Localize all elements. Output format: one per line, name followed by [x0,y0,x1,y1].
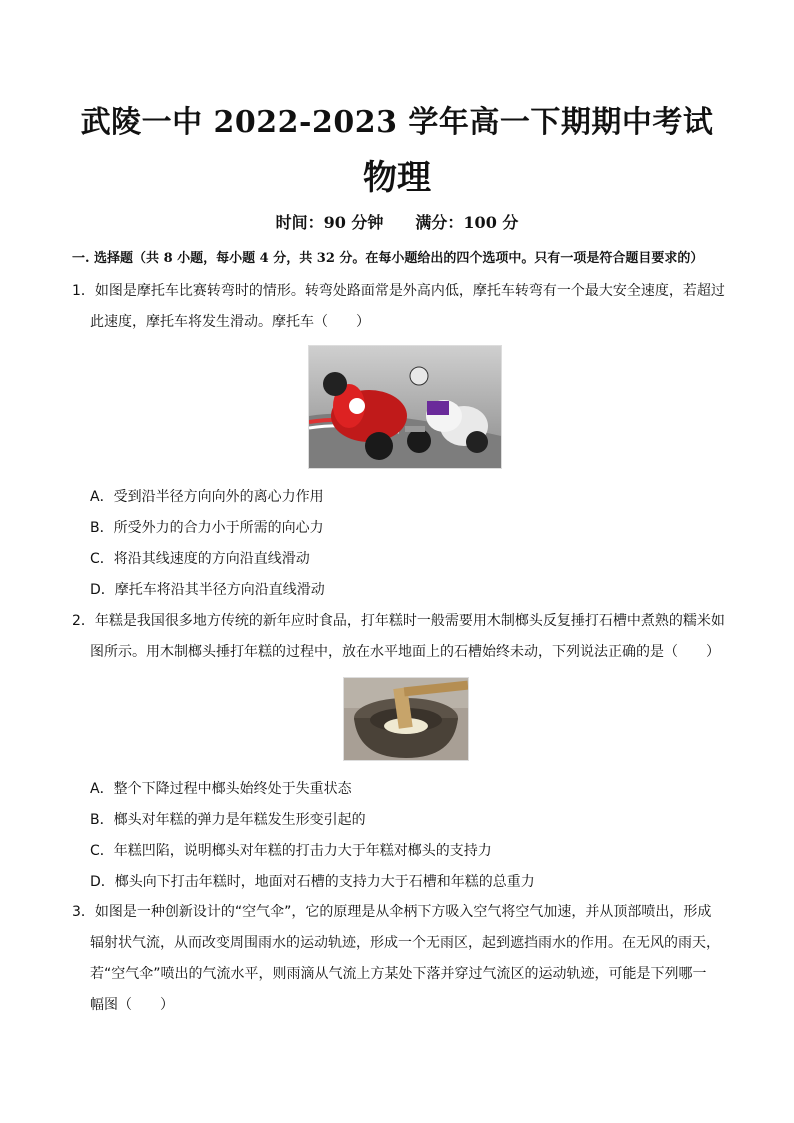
section-heading: 一. 选择题（共 8 小题，每小题 4 分，共 32 分。在每小题给出的四个选项中。只有一项是符合题目要求的） [72,251,704,266]
question-1-option-c: C．将沿其线速度的方向沿直线滑动 [90,551,310,567]
question-2-line-2: 图所示。用木制榔头捶打年糕的过程中，放在水平地面上的石槽始终未动，下列说法正确的是（ ） [90,644,720,660]
question-2-option-a: A．整个下降过程中榔头始终处于失重状态 [90,781,352,797]
question-2-option-d: D．榔头向下打击年糕时，地面对石槽的支持力大于石槽和年糕的总重力 [90,874,535,890]
question-1-option-a: A．受到沿半径方向向外的离心力作用 [90,489,324,505]
question-3-line-2: 辐射状气流，从而改变周围雨水的运动轨迹，形成一个无雨区，起到遮挡雨水的作用。在无风的雨天， [90,935,720,951]
question-2-line-1: 2．年糕是我国很多地方传统的新年应时食品，打年糕时一般需要用木制榔头反复捶打石槽中煮熟的糯米如 [72,613,725,629]
question-2-option-b: B．榔头对年糕的弹力是年糕发生形变引起的 [90,812,366,828]
question-3-stem [72,897,732,1021]
question-1-line-2: 此速度，摩托车将发生滑动。摩托车（ ） [90,314,370,330]
question-3-line-4: 幅图（ ） [90,997,174,1013]
question-1-stem [72,276,732,338]
question-1-line-1: 1．如图是摩托车比赛转弯时的情形。转弯处路面常是外高内低，摩托车转弯有一个最大安全速度，若超过 [72,283,725,299]
exam-meta [0,210,794,233]
rice-cake-mortar-photo [343,677,469,761]
exam-subject: 物理 [363,158,431,198]
mortar-illustration [344,678,468,760]
question-1-option-d: D．摩托车将沿其半径方向沿直线滑动 [90,582,325,598]
motorcycle-illustration [309,346,501,468]
exam-title: 武陵一中 2022-2023 学年高一下期期中考试 [80,105,714,140]
question-2-stem [72,606,732,668]
question-3-line-3: 若“空气伞”喷出的气流水平，则雨滴从气流上方某处下落并穿过气流区的运动轨迹，可能是下列哪一 [90,966,707,982]
motorcycle-race-photo [308,345,502,469]
question-3-line-1: 3．如图是一种创新设计的“空气伞”，它的原理是从伞柄下方吸入空气将空气加速，并从顶部喷出，形成 [72,904,712,920]
question-1-option-b: B．所受外力的合力小于所需的向心力 [90,520,324,536]
question-2-option-c: C．年糕凹陷，说明榔头对年糕的打击力大于年糕对榔头的支持力 [90,843,492,859]
exam-score: 满分：100 分 [415,213,519,232]
exam-time: 时间：90 分钟 [275,213,384,232]
